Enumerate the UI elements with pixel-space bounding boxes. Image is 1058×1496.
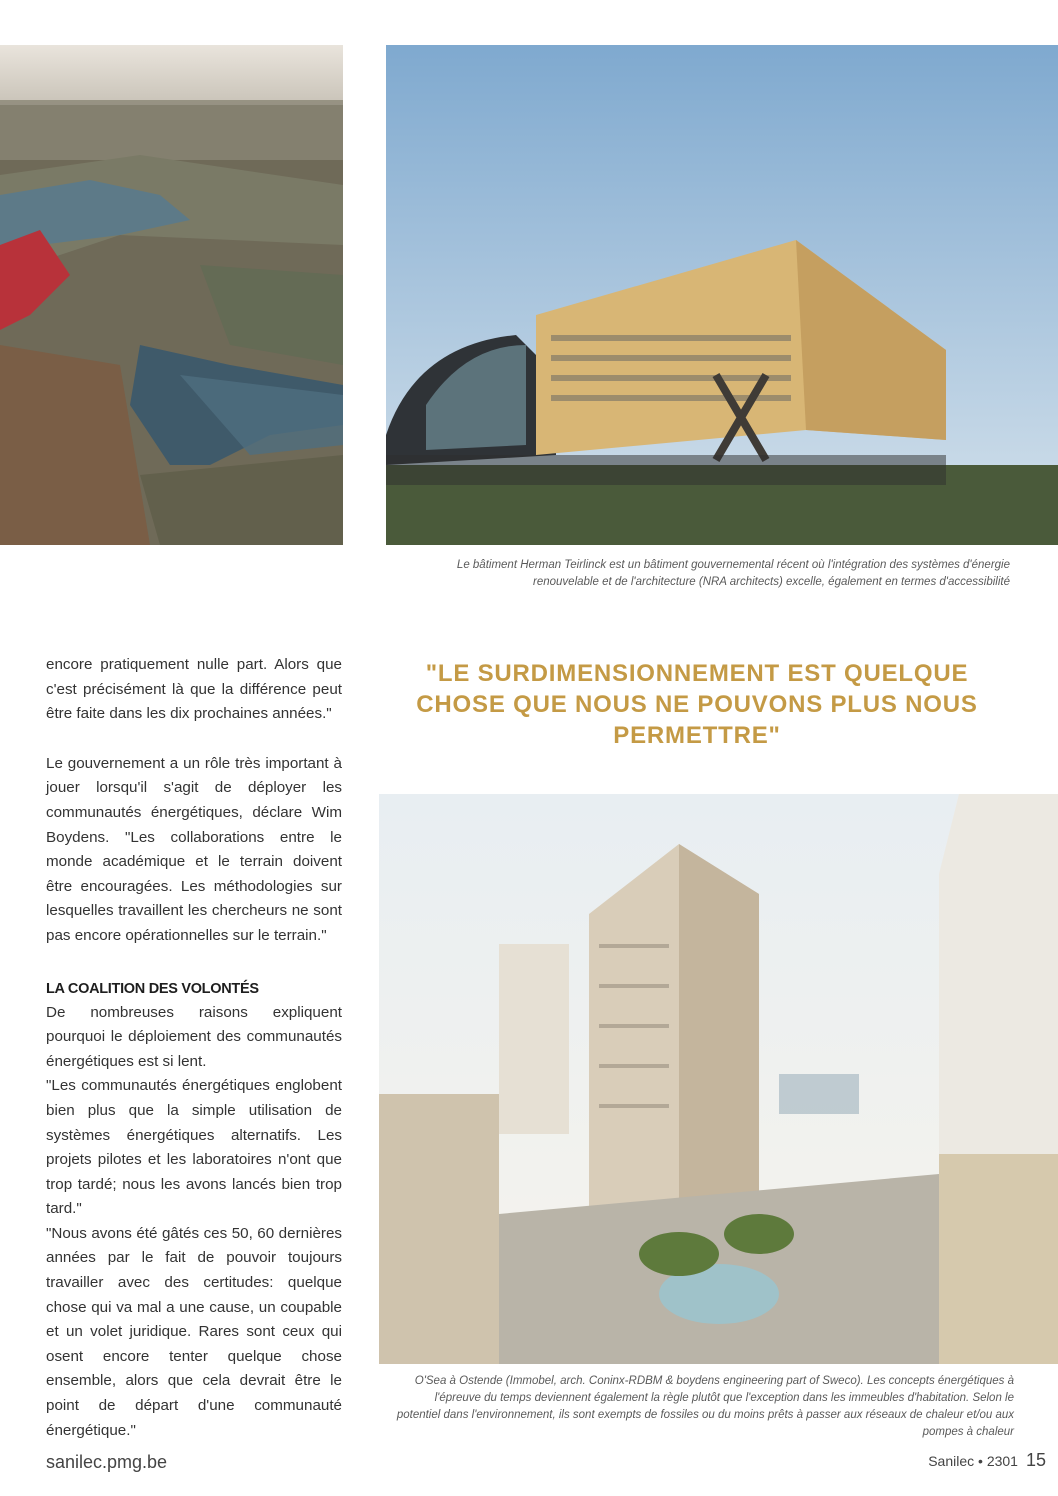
government-building-photo [386,45,1058,545]
paragraph-section-1: De nombreuses raisons expliquent pourquoi le déploiement des communautés énergétiques est si lent. [46,1003,342,1070]
article-body [46,653,342,1443]
aerial-city-photo [0,45,343,545]
publication-issue: Sanilec • 2301 [928,1453,1018,1469]
osea-building-rendering [379,794,1058,1364]
section-subheading: LA COALITION DES VOLONTÉS [46,980,259,997]
osea-caption: O'Sea à Ostende (Immobel, arch. Coninx-RDBM & boydens engineering part of Sweco). Les concepts énergétiques à l'épreuve du temps deviennent également la règle plutôt que l'exception dans les immeubles d'habitation. Selon le potentiel dans l'environnement, ils sont exempts de fossiles ou du moins prêts à passer aux réseaux de chaleur et/ou aux pompes à chaleur [396,1375,1014,1438]
paragraph-intro-2: Le gouvernement a un rôle très important à jouer lorsqu'il s'agit de déployer les communautés énergétiques, déclare Wim Boydens. "Les collaborations entre le monde académique et le terrain doivent être encouragées. Les méthodologies sur lesquelles travaillent les chercheurs ne sont pas encore opérationnelles sur le terrain." [46,754,342,944]
pull-quote: "LE SURDIMENSIONNEMENT EST QUELQUE CHOSE QUE NOUS NE POUVONS PLUS NOUS PERMETTRE" [416,660,978,749]
paragraph-intro-1: encore pratiquement nulle part. Alors que c'est précisément là que la différence peut être faite dans les dix prochaines années." [46,656,342,723]
paragraph-section-2: "Les communautés énergétiques englobent bien plus que la simple utilisation de systèmes énergétiques alternatifs. Les projets pilotes et les laboratoires n'ont que trop tardé; nous les avons lancés bien trop tard." [46,1077,342,1218]
page-number: 15 [1025,1450,1046,1470]
paragraph-section-3: "Nous avons été gâtés ces 50, 60 dernières années par le fait de pouvoir toujours travailler avec des certitudes: quelque chose qui va mal a une cause, un coupable et un volet juridique. Rares sont ceux qui osent encore tenter quelque chose ensemble, alors que cela devrait être le point de départ d'une communauté énergétique." [46,1224,342,1439]
government-building-caption: Le bâtiment Herman Teirlinck est un bâtiment gouvernemental récent où l'intégration des systèmes d'énergie renouvelable et de l'architecture (NRA architects) excelle, également en termes d'accessibilité [456,559,1010,588]
footer-publication [928,1450,1046,1471]
footer-website-link[interactable]: sanilec.pmg.be [46,1452,168,1472]
